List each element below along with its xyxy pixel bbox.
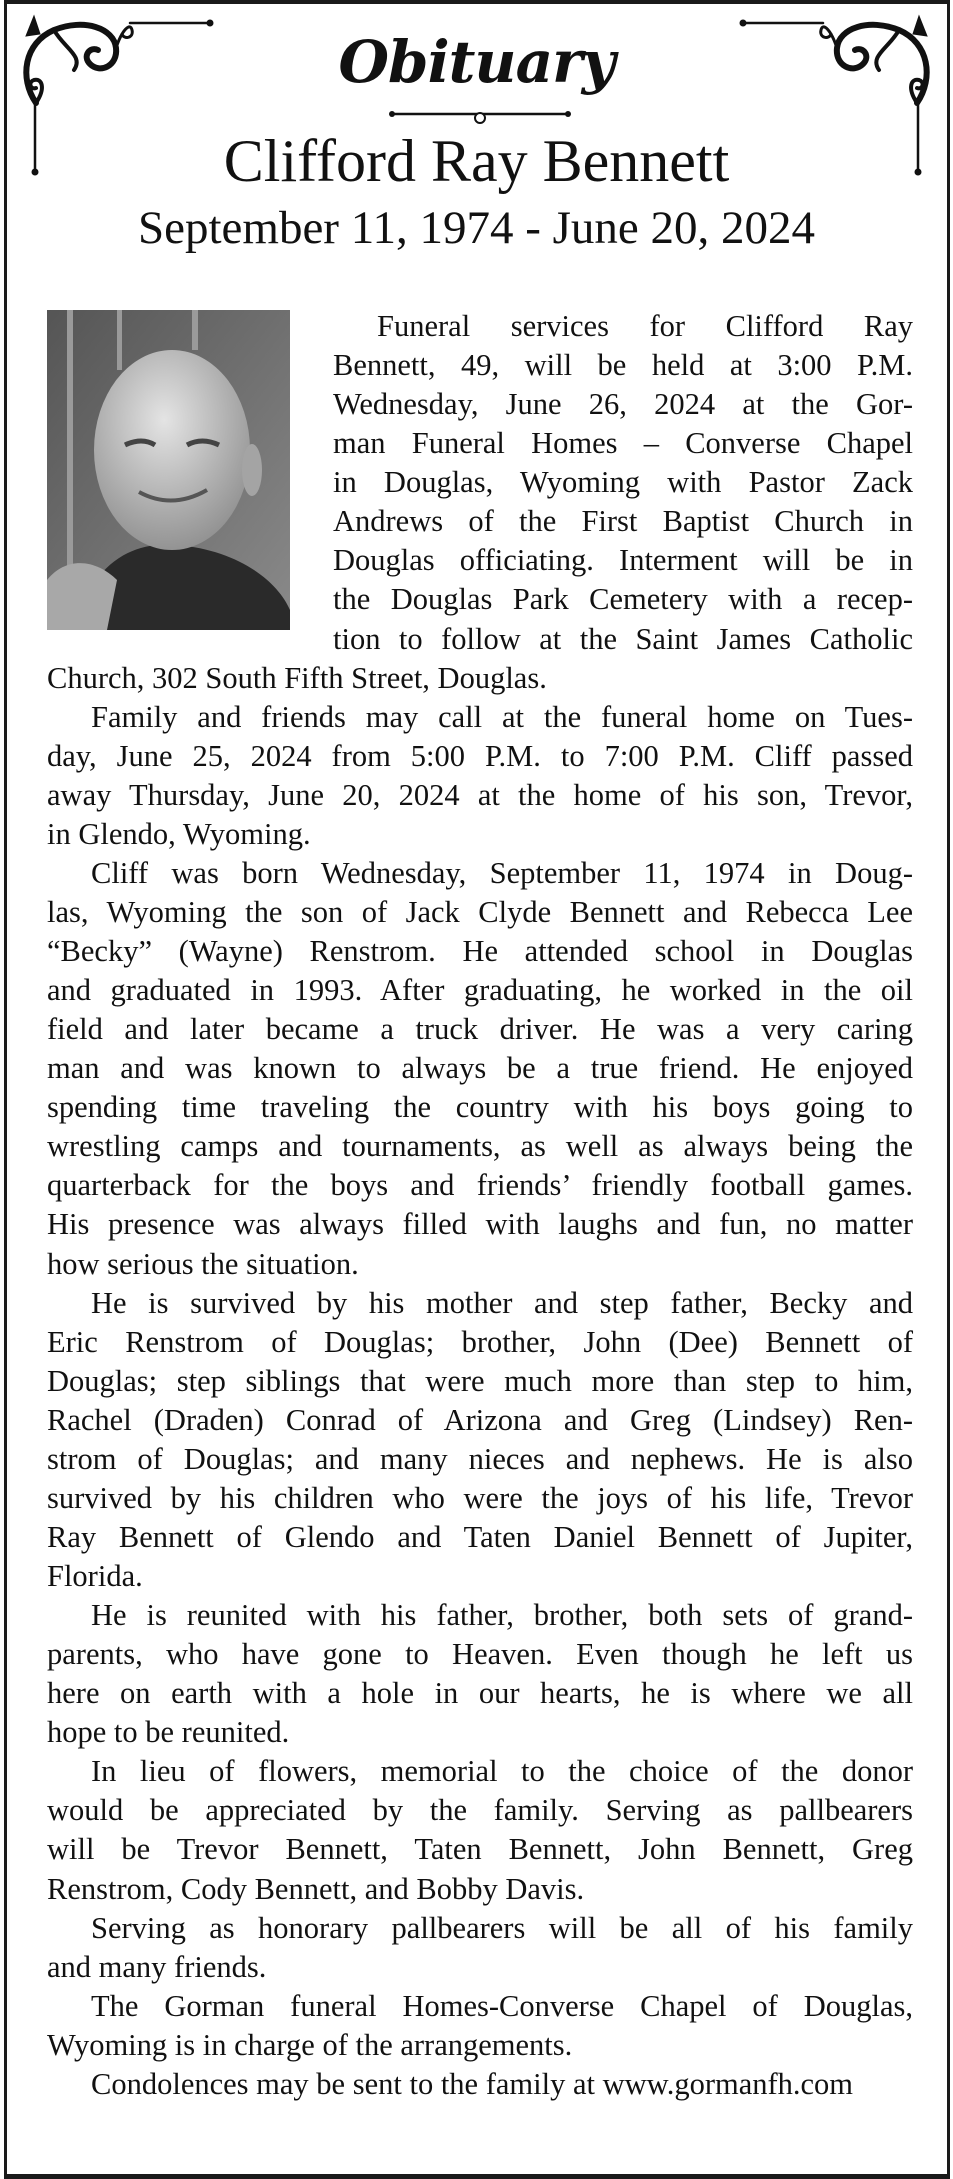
text-line: Renstrom, Cody Bennett, and Bobby Davis. [47,1871,585,1906]
text-line: Florida. [47,1559,143,1593]
text-line: man Funeral Homes – Converse Chapel [333,426,913,461]
paragraph [47,2065,913,2104]
text-line: will be Trevor Bennett, Taten Bennett, John Bennett, Greg [47,1832,913,1867]
text-line: and graduated in 1993. After graduating, he worked in the oil [47,973,913,1008]
paragraph [47,1909,913,1987]
text-line: He is reunited with his father, brother, both sets of grand- [91,1598,913,1633]
text-line: His presence was always filled with laughs and fun, no matter [47,1207,913,1242]
text-line: away Thursday, June 20, 2024 at the home of his son, Trevor, [47,777,913,812]
text-line: man and was known to always be a true friend. He enjoyed [47,1051,913,1086]
text-line: quarterback for the boys and friends’ friendly football games. [47,1168,913,1203]
paragraph [47,1596,913,1752]
paragraph [47,1752,913,1908]
text-line: “Becky” (Wayne) Renstrom. He attended school in Douglas [47,934,913,968]
text-line: Wednesday, June 26, 2024 at the Gor- [333,387,913,422]
text-line: He is survived by his mother and step father, Becky and [91,1285,913,1320]
paragraph [47,1987,913,2065]
text-line: tion to follow at the Saint James Catholic [333,621,913,656]
text-line: the Douglas Park Cemetery with a recep- [333,582,913,617]
text-line: day, June 25, 2024 from 5:00 P.M. to 7:00 P.M. Cliff passed [47,738,913,773]
text-line: hope to be reunited. [47,1715,290,1750]
text-line: Serving as honorary pallbearers will be all of his family [91,1910,913,1945]
text-line: Bennett, 49, will be held at 3:00 P.M. [333,348,913,383]
text-line: Andrews of the First Baptist Church in [333,504,913,539]
text-line: wrestling camps and tournaments, as well as always being the [47,1129,913,1164]
obituary-body [47,307,913,2104]
deceased-name: Clifford Ray Bennett [223,128,730,194]
page-title: Obituary [338,28,615,96]
text-line: Rachel (Draden) Conrad of Arizona and Greg (Lindsey) Ren- [47,1402,913,1437]
text-line: and many friends. [47,1949,267,1984]
title-divider-icon [388,104,572,126]
text-line: Condolences may be sent to the family at www.gormanfh.com [91,2066,854,2101]
text-line: Ray Bennett of Glendo and Taten Daniel Bennett of Jupiter, [47,1519,913,1554]
text-line: in Glendo, Wyoming. [47,816,311,851]
text-line: las, Wyoming the son of Jack Clyde Bennett and Rebecca Lee [47,894,913,929]
text-line: in Douglas, Wyoming with Pastor Zack [333,465,913,500]
text-line: Douglas officiating. Interment will be in [333,543,913,578]
life-dates: September 11, 1974 - June 20, 2024 [137,202,816,254]
text-line: how serious the situation. [47,1246,359,1281]
text-line: spending time traveling the country with his boys going to [47,1090,913,1125]
text-line: The Gorman funeral Homes-Converse Chapel of Douglas, [91,1988,913,2023]
text-line: Church, 302 South Fifth Street, Douglas. [47,660,547,695]
text-line: Cliff was born Wednesday, September 11, 1974 in Doug- [91,855,913,890]
text-line: here on earth with a hole in our hearts, he is where we all [47,1676,913,1711]
text-line: parents, who have gone to Heaven. Even though he left us [47,1637,913,1672]
text-line: would be appreciated by the family. Serving as pallbearers [47,1793,913,1828]
text-line: field and later became a truck driver. He was a very caring [47,1012,913,1047]
paragraph [47,307,913,698]
text-line: Wyoming is in charge of the arrangements. [47,2027,573,2062]
text-line: Douglas; step siblings that were much more than step to him, [47,1363,913,1398]
text-line: In lieu of flowers, memorial to the choice of the donor [91,1754,913,1789]
text-line: Eric Renstrom of Douglas; brother, John (Dee) Bennett of [47,1324,913,1359]
text-line: Funeral services for Clifford Ray [377,309,913,343]
paragraph [47,1284,913,1597]
text-line: survived by his children who were the joys of his life, Trevor [47,1480,913,1515]
text-line: strom of Douglas; and many nieces and nephews. He is also [47,1441,913,1476]
text-line: Family and friends may call at the funeral home on Tues- [91,699,913,734]
paragraph [47,854,913,1284]
paragraph [47,698,913,854]
